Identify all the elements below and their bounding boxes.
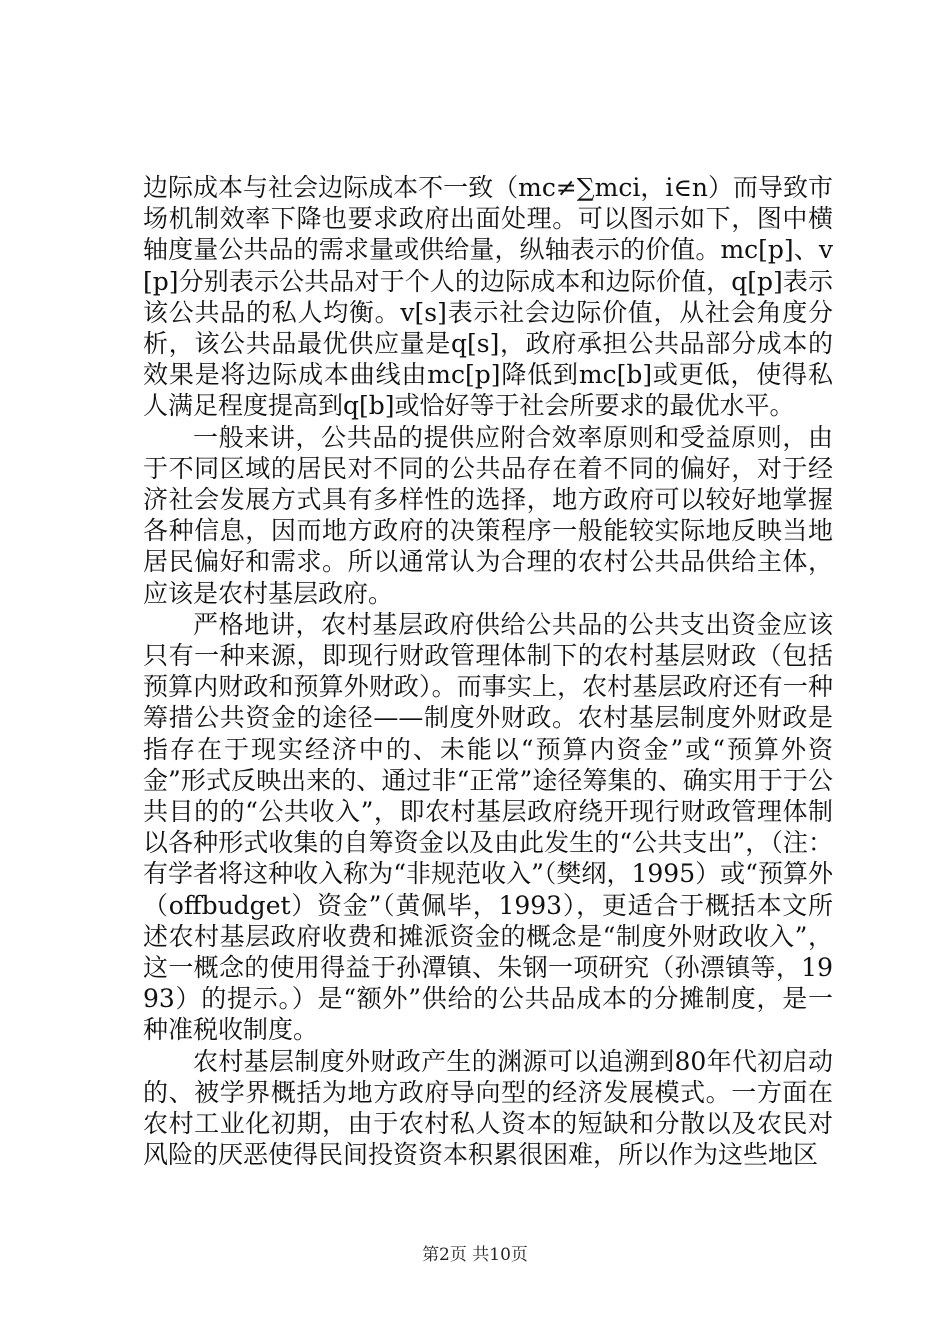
paragraph-4: 农村基层制度外财政产生的渊源可以追溯到80年代初启动的、被学界概括为地方政府导向型的经济发展模式。一方面在农村工业化初期，由于农村私人资本的短缺和分散以及农民对风险的厌恶使得民间投资资本积累很困难，所以作为这些地区 — [143, 1046, 833, 1170]
paragraph-2: 一般来讲，公共品的提供应附合效率原则和受益原则，由于不同区域的居民对不同的公共品存在着不同的偏好，对于经济社会发展方式具有多样性的选择，地方政府可以较好地掌握各种信息，因而地方政府的决策程序一般能较实际地反映当地居民偏好和需求。所以通常认为合理的农村公共品供给主体，应该是农村基层政府。 — [143, 422, 833, 608]
paragraph-3: 严格地讲，农村基层政府供给公共品的公共支出资金应该只有一种来源，即现行财政管理体制下的农村基层财政（包括预算内财政和预算外财政）。而事实上，农村基层政府还有一种筹措公共资金的途径——制度外财政。农村基层制度外财政是指存在于现实经济中的、未能以“预算内资金”或“预算外资金”形式反映出来的、通过非“正常”途径筹集的、确实用于于公共目的的“公共收入”，即农村基层政府绕开现行财政管理体制以各种形式收集的自筹资金以及由此发生的“公共支出”，（注：有学者将这种收入称为“非规范收入”（樊纲，1995）或“预算外（offbudget）资金”（黄佩毕，1993），更适合于概括本文所述农村基层政府收费和摊派资金的概念是“制度外财政收入”，这一概念的使用得益于孙潭镇、朱钢一项研究（孙漂镇等，1993）的提示。）是“额外”供给的公共品成本的分摊制度，是一种准税收制度。 — [143, 609, 833, 1045]
page-footer: 第2页 共10页 — [422, 1245, 528, 1265]
body-text — [143, 172, 833, 1171]
paragraph-1: 边际成本与社会边际成本不一致（mc≠∑mci，i∈n）而导致市场机制效率下降也要求政府出面处理。可以图示如下，图中横轴度量公共品的需求量或供给量，纵轴表示的价值。mc[p]、v[p]分别表示公共品对于个人的边际成本和边际价值，q[p]表示该公共品的私人均衡。v[s]表示社会边际价值，从社会角度分析，该公共品最优供应量是q[s]，政府承担公共品部分成本的效果是将边际成本曲线由mc[p]降低到mc[b]或更低，使得私人满足程度提高到q[b]或恰好等于社会所要求的最优水平。 — [143, 173, 833, 421]
